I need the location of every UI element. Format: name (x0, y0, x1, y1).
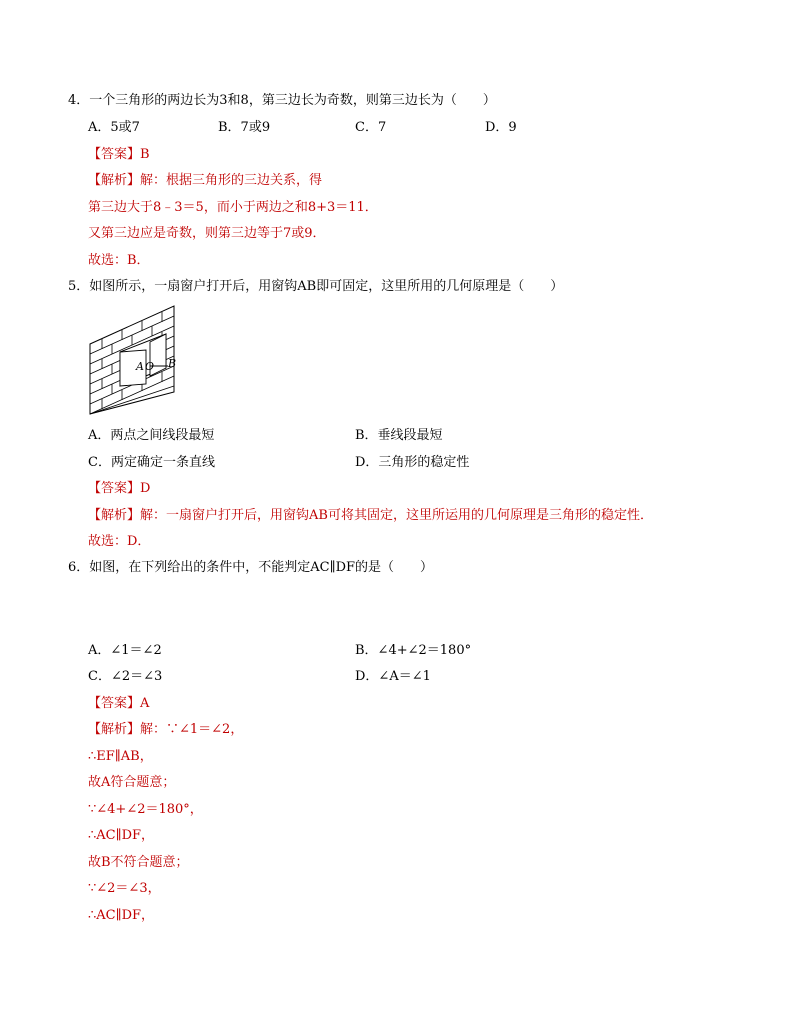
q4-option-c: C．7 (355, 120, 387, 135)
q5-stem: 5．如图所示，一扇窗户打开后，用窗钩AB即可固定，这里所用的几何原理是（ ） (68, 279, 564, 294)
q4-analysis-line: 第三边大于8﹣3＝5，而小于两边之和8+3＝11． (88, 200, 378, 215)
q6-analysis-line: 故A符合题意； (88, 775, 176, 790)
label-o: O (145, 360, 155, 373)
q6-analysis-line: ∴AC∥DF， (88, 908, 155, 923)
label-a: A (136, 360, 144, 373)
q6-analysis-line: ∵∠4+∠2＝180°， (88, 802, 203, 817)
q6-option-c: C．∠2＝∠3 (88, 669, 163, 684)
q6-analysis-line: 故B不符合题意； (88, 855, 189, 870)
q4-analysis-line: 又第三边应是奇数，则第三边等于7或9． (88, 226, 326, 241)
q5-option-c: C．两定确定一条直线 (88, 455, 215, 470)
q5-option-b: B．垂线段最短 (355, 428, 443, 443)
brick-wall-window-figure (88, 304, 180, 416)
q6-option-a: A．∠1＝∠2 (88, 643, 162, 658)
q5-option-d: D．三角形的稳定性 (355, 455, 470, 470)
q4-analysis-line: 故选：B． (88, 253, 150, 268)
q4-option-d: D．9 (485, 120, 517, 135)
q4-answer: 【答案】B (88, 147, 150, 162)
q4-stem: 4．一个三角形的两边长为3和8，第三边长为奇数，则第三边长为（ ） (68, 93, 496, 108)
q4-option-b: B．7或9 (218, 120, 271, 135)
q6-analysis-line: ∴EF∥AB， (88, 749, 153, 764)
q6-option-d: D．∠A＝∠1 (355, 669, 431, 684)
q6-analysis-line: ∴AC∥DF， (88, 828, 155, 843)
q4-analysis-line: 【解析】解：根据三角形的三边关系，得 (88, 173, 323, 188)
q5-analysis-line: 故选：D． (88, 534, 151, 549)
q6-analysis-line: ∵∠2＝∠3， (88, 881, 161, 896)
q5-analysis-line: 【解析】解：一扇窗户打开后，用窗钩AB可将其固定，这里所运用的几何原理是三角形的稳定性． (88, 508, 653, 523)
q6-analysis-line: 【解析】解：∵∠1＝∠2， (88, 722, 244, 737)
q6-answer: 【答案】A (88, 696, 150, 711)
q6-option-b: B．∠4+∠2＝180° (355, 643, 472, 658)
q4-option-a: A．5或7 (88, 120, 140, 135)
q6-stem: 6．如图，在下列给出的条件中，不能判定AC∥DF的是（ ） (68, 560, 434, 575)
label-b: B (168, 357, 177, 370)
q5-option-a: A．两点之间线段最短 (88, 428, 215, 443)
q5-answer: 【答案】D (88, 481, 151, 496)
